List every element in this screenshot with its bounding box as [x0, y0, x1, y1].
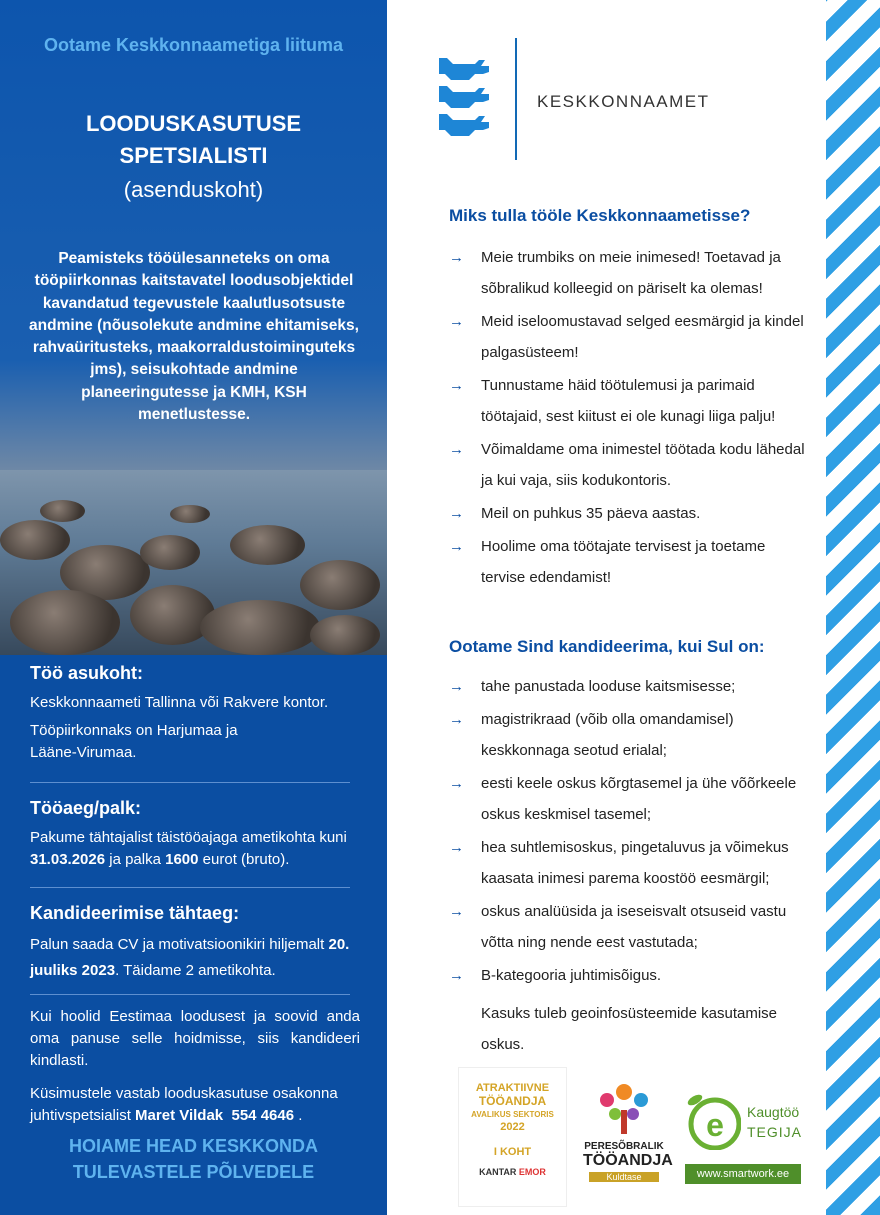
arrow-right-icon: → — [449, 775, 464, 792]
arrow-right-icon: → — [449, 967, 464, 984]
list-item: → tahe panustada looduse kaitsmisesse; — [449, 671, 809, 702]
list-item: → Meid iseloomustavad selged eesmärgid ja kindel palgasüsteem! — [449, 306, 809, 368]
contact-phone: 554 4646 — [231, 1107, 295, 1124]
arrow-right-icon: → — [449, 678, 464, 695]
job-title: LOODUSKASUTUSE SPETSIALISTI — [85, 111, 302, 168]
worktime-heading: Tööaeg/palk: — [30, 798, 142, 818]
arrow-right-icon: → — [449, 377, 464, 394]
arrow-right-icon: → — [449, 711, 464, 728]
logo-divider — [515, 38, 517, 160]
deadline-section: Kandideerimise tähtaeg: Palun saada CV ja motivatsioonikiri hiljemalt 20. juuliks 2023. Täidame 2 ametikohta. — [30, 902, 360, 990]
care-text: Kui hoolid Eestimaa loodusest ja soovid anda oma panuse selle hoidmisse, siis kandideeri kindlasti. — [30, 1008, 360, 1069]
left-panel — [0, 0, 387, 1215]
arrow-right-icon: → — [449, 538, 464, 555]
three-lions-coat-of-arms-icon — [435, 52, 501, 142]
remote-work-badge: e Kaugtöö TEGIJA www.smartwork.ee — [683, 1090, 803, 1190]
job-description: Peamisteks tööülesanneteks on oma tööpiirkonnas kaitstavatel loodusobjektidel kavandatud tegevustele kaalutlusotsuste andmine (nõusolekute andmine ehitamiseks, rahvaüritusteks, maakorraldustoiminguteks jms), seisukohtade andmine planeeringutesse ja KMH, KSH menetlustesse. — [29, 250, 359, 424]
extra-requirement: Kasuks tuleb geoinfosüsteemide kasutamise oskus. — [481, 1005, 778, 1053]
worktime-section: Tööaeg/palk: Pakume tähtajalist täistööajaga ametikohta kuni 31.03.2026 ja palka 1600 eurot (bruto). — [30, 797, 360, 877]
list-item: → Tunnustame häid töötulemusi ja parimaid töötajaid, sest kiitust ei ole kunagi liiga palju! — [449, 370, 809, 432]
divider — [30, 887, 350, 888]
location-section: Töö asukoht: Keskkonnaameti Tallinna või Rakvere kontor. Tööpiirkonnaks on Harjumaa ja Lääne-Virumaa. — [30, 662, 360, 770]
family-friendly-employer-badge: PERESÕBRALIK TÖÖANDJA Kuldtase — [583, 1080, 665, 1198]
arrow-right-icon: → — [449, 903, 464, 920]
why-heading: Miks tulla tööle Keskkonnaametisse? — [449, 206, 751, 225]
list-item: → B-kategooria juhtimisõigus. — [449, 960, 809, 991]
footer-slogan: HOIAME HEAD KESKKONDA TULEVASTELE PÕLVEDELE — [68, 1136, 318, 1182]
list-item: → Meil on puhkus 35 päeva aastas. — [449, 498, 809, 529]
job-subtitle: (asenduskoht) — [123, 177, 264, 202]
list-item: → hea suhtlemisoskus, pingetaluvus ja võimekus kaasata inimesi parema koostöö eesmärgil; — [449, 832, 809, 894]
divider — [30, 994, 350, 995]
deadline-heading: Kandideerimise tähtaeg: — [30, 903, 240, 923]
attractive-employer-badge: ATRAKTIIVNE TÖÖANDJA AVALIKUS SEKTORIS 2022 I KOHT KANTAR EMOR — [458, 1067, 567, 1207]
people-tree-icon — [593, 1080, 655, 1136]
list-item: → eesti keele oskus kõrgtasemel ja ühe võõrkeele oskus keskmisel tasemel; — [449, 768, 809, 830]
list-item: → oskus analüüsida ja iseseisvalt otsuseid vastu võtta ning nende eest vastutada; — [449, 896, 809, 958]
requirements-list — [449, 671, 809, 993]
list-item: → Võimaldame oma inimestel töötada kodu lähedal ja kui vaja, siis kodukontoris. — [449, 434, 809, 496]
svg-text:e: e — [706, 1107, 724, 1143]
arrow-right-icon: → — [449, 839, 464, 856]
arrow-right-icon: → — [449, 441, 464, 458]
contact-text: Küsimustele vastab looduskasutuse osakonna juhtivspetsialist Maret Vildak 554 4646 . — [30, 1085, 338, 1124]
why-list — [449, 242, 809, 595]
e-leaf-icon — [685, 1090, 741, 1150]
requirements-heading: Ootame Sind kandideerima, kui Sul on: — [449, 637, 765, 656]
contact-name: Maret Vildak — [135, 1107, 224, 1124]
decorative-stripe — [826, 0, 880, 1215]
list-item: → magistrikraad (võib olla omandamisel) keskkonnaga seotud erialal; — [449, 704, 809, 766]
list-item: → Meie trumbiks on meie inimesed! Toetavad ja sõbralikud kolleegid on päriselt ka olemas! — [449, 242, 809, 304]
join-text: Ootame Keskkonnaametiga liituma — [43, 35, 344, 55]
logo-wordmark: KESKKONNAAMET — [537, 92, 710, 111]
list-item: → Hoolime oma töötajate tervisest ja toetame tervise edendamist! — [449, 531, 809, 593]
location-heading: Töö asukoht: — [30, 663, 143, 683]
arrow-right-icon: → — [449, 505, 464, 522]
arrow-right-icon: → — [449, 249, 464, 266]
divider — [30, 782, 350, 783]
arrow-right-icon: → — [449, 313, 464, 330]
